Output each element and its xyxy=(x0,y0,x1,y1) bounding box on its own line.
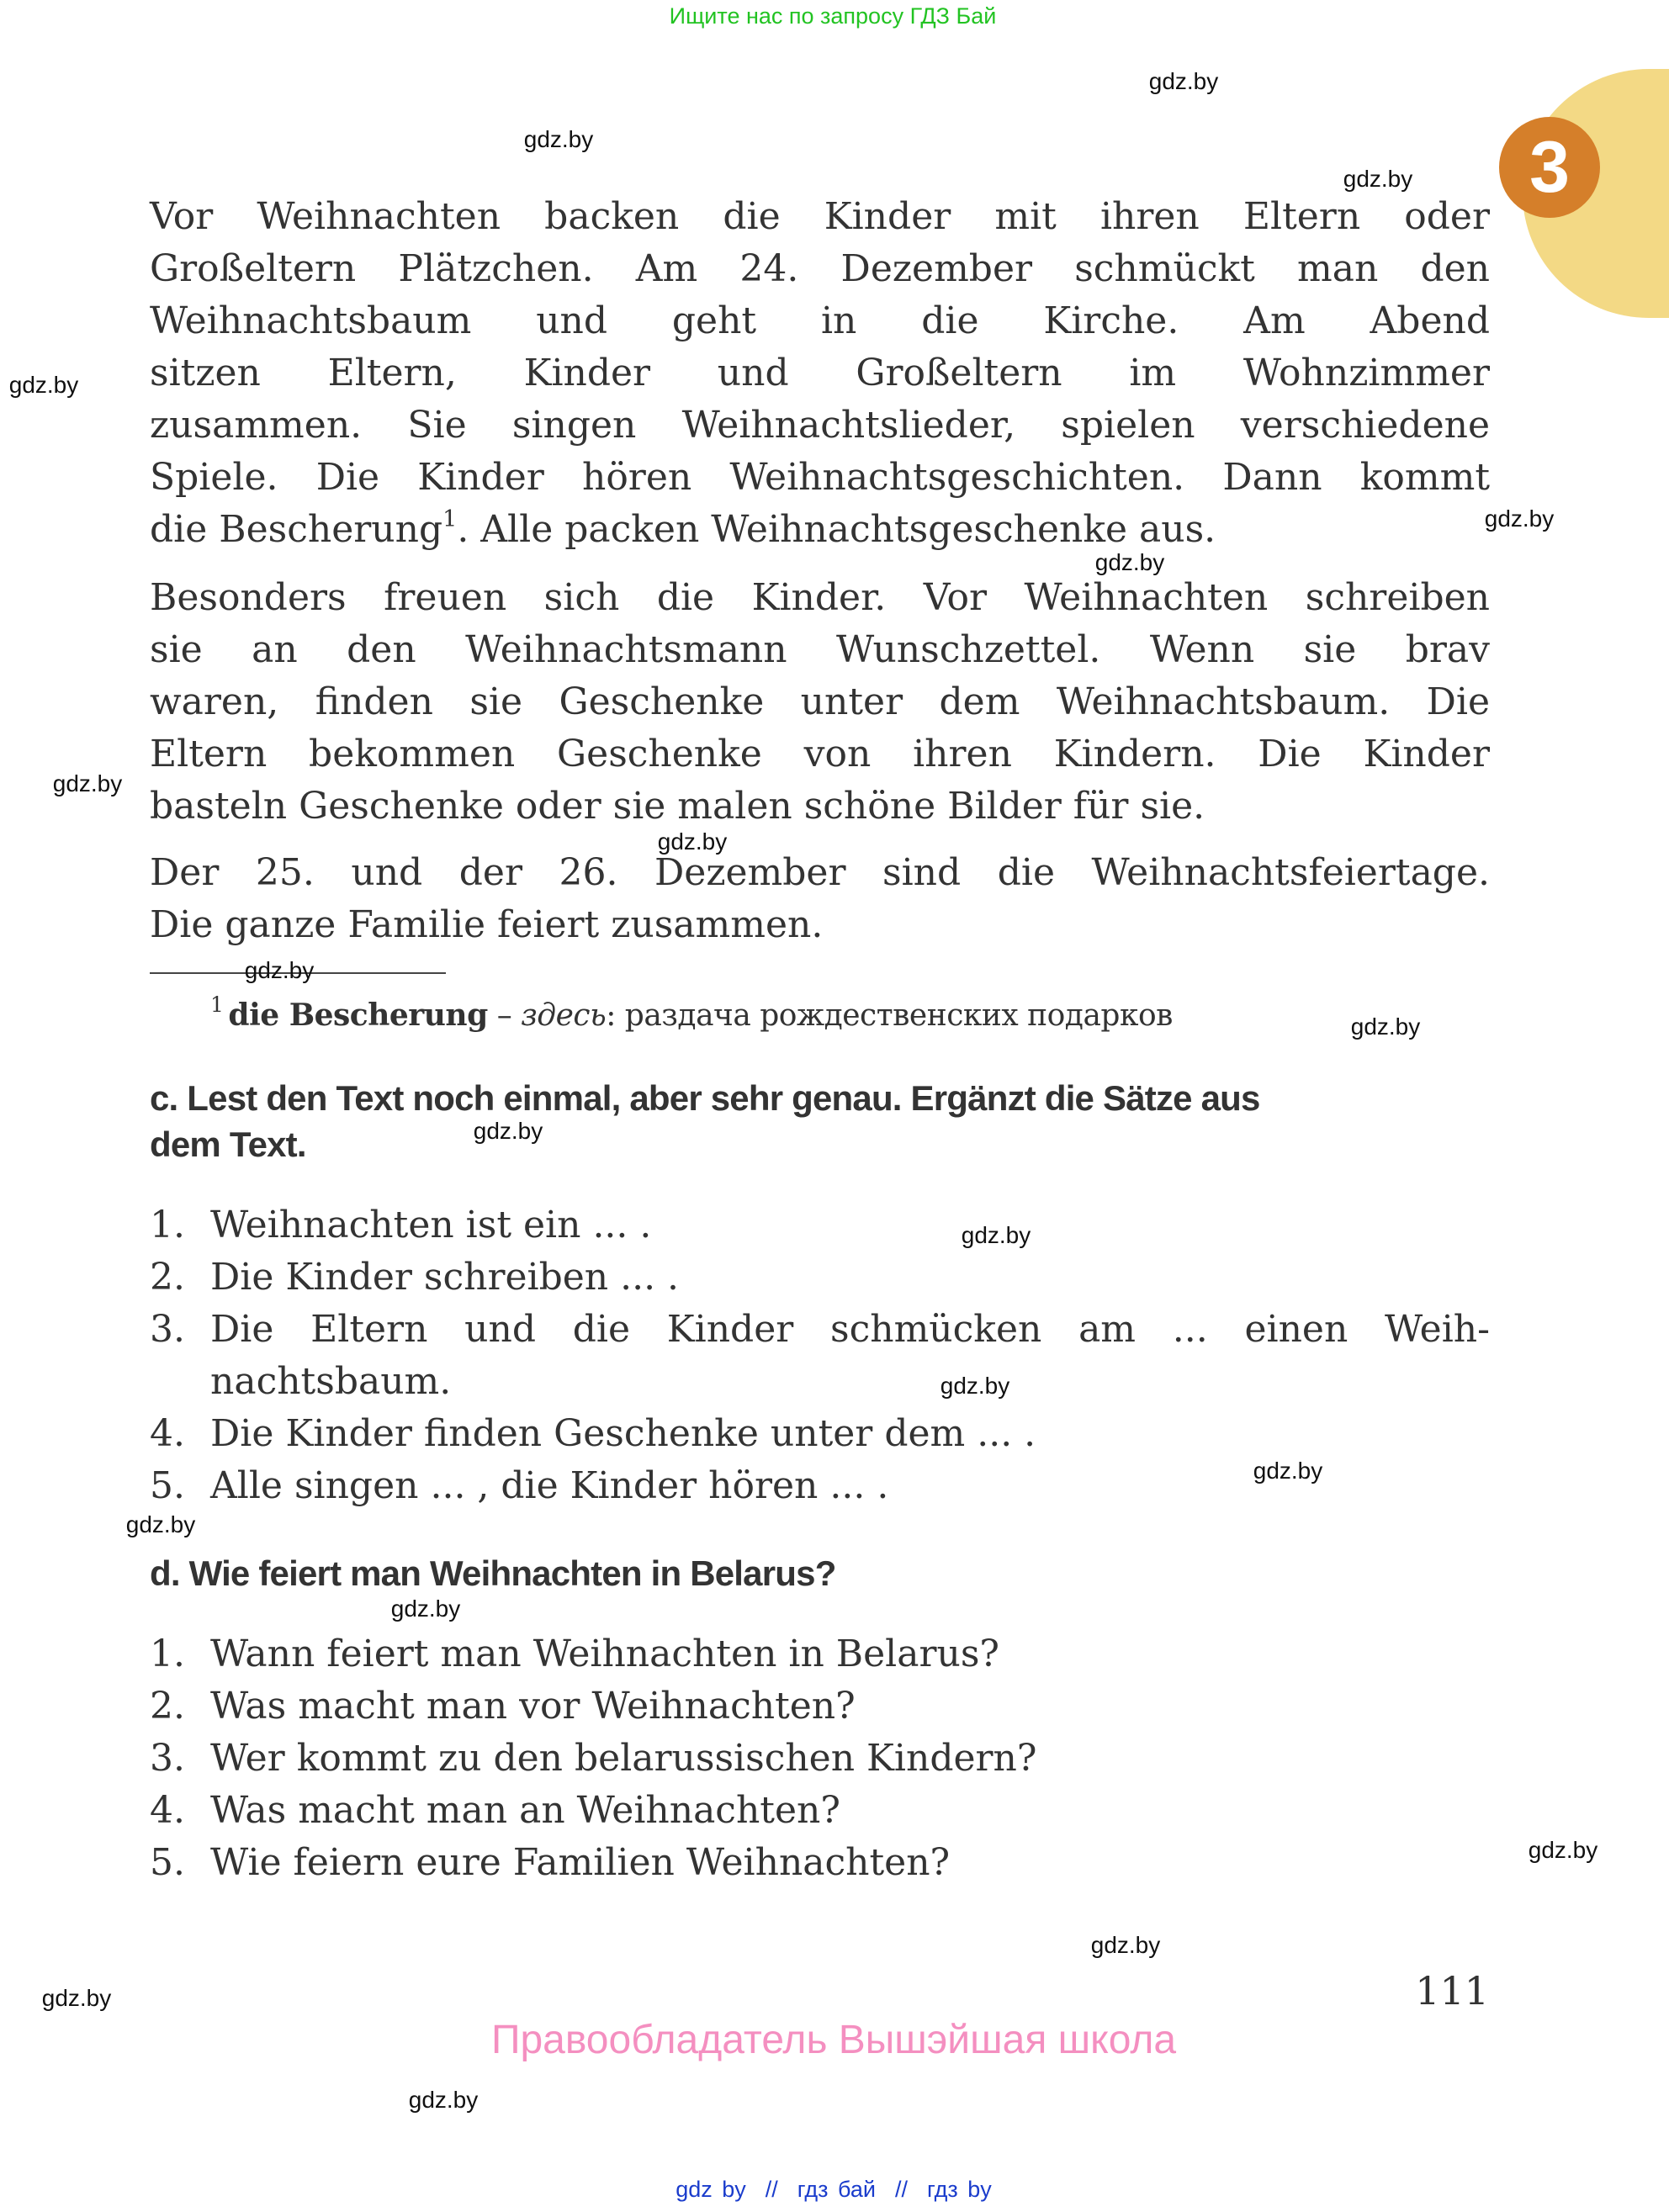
term: die Bescherung xyxy=(150,508,443,551)
item-number: 4. xyxy=(150,1789,185,1832)
item-text: Wie feiern eure Familien Weihnachten? xyxy=(210,1841,951,1884)
footnote xyxy=(210,992,1472,1033)
text-line: basteln Geschenke oder sie malen schöne Bilder für sie. xyxy=(150,785,1205,828)
item-text: Alle singen ... , die Kinder hören ... . xyxy=(210,1464,889,1507)
footnote-term: die Bescherung xyxy=(228,998,488,1033)
top-search-note: Ищите нас по запросу ГДЗ Бай xyxy=(669,3,997,29)
item-text: Wer kommt zu den belarussischen Kindern? xyxy=(210,1737,1037,1780)
item-number: 2. xyxy=(150,1685,185,1728)
item-number: 5. xyxy=(150,1841,185,1884)
list-item xyxy=(150,1837,1490,1889)
text-line: Die ganze Familie feiert zusammen. xyxy=(150,903,824,946)
watermark: gdz.by xyxy=(1253,1458,1323,1484)
watermark: gdz.by xyxy=(1484,505,1555,532)
footnote-label: здесь xyxy=(521,998,607,1033)
watermark: gdz.by xyxy=(125,1511,196,1537)
watermark: gdz.by xyxy=(523,126,594,152)
item-number: 1. xyxy=(150,1633,185,1675)
list-item xyxy=(150,1733,1490,1785)
text-line xyxy=(150,504,1490,556)
paragraph-1 xyxy=(150,191,1490,556)
footnote-number: 1 xyxy=(210,992,224,1017)
watermark: gdz.by xyxy=(940,1373,1010,1399)
item-line: nachtsbaum. xyxy=(210,1360,452,1403)
bottom-links[interactable]: gdz by // гдз бай // гдз by xyxy=(676,2177,992,2202)
task-d-heading: d. Wie feiert man Weihnachten in Belarus? xyxy=(150,1553,836,1593)
unit-badge: 3 xyxy=(1499,117,1600,218)
item-text: Was macht man an Weihnachten? xyxy=(210,1789,840,1832)
item-number: 2. xyxy=(150,1256,185,1299)
watermark: gdz.by xyxy=(961,1222,1031,1248)
item-number: 4. xyxy=(150,1412,185,1455)
watermark: gdz.by xyxy=(390,1595,461,1622)
watermark: gdz.by xyxy=(8,372,79,398)
watermark: gdz.by xyxy=(1528,1837,1598,1863)
text-fragment: . Alle packen Weihnachtsgeschenke aus. xyxy=(457,508,1216,551)
list-item xyxy=(150,1304,1490,1408)
heading-line: dem Text. xyxy=(150,1125,306,1164)
task-c-heading xyxy=(150,1075,1496,1167)
watermark: gdz.by xyxy=(657,828,728,855)
paragraph-3 xyxy=(150,847,1490,951)
item-text: Die Kinder finden Geschenke unter dem ... . xyxy=(210,1412,1036,1455)
list-item xyxy=(150,1408,1490,1460)
watermark: gdz.by xyxy=(1148,68,1219,94)
item-number: 1. xyxy=(150,1204,185,1246)
watermark: gdz.by xyxy=(473,1118,543,1144)
text-line: sie an den Weihnachtsmann Wunschzettel. Wenn sie brav xyxy=(150,628,1490,671)
watermark: gdz.by xyxy=(1350,1013,1421,1040)
text-line: Vor Weihnachten backen die Kinder mit ihren Eltern oder xyxy=(150,195,1490,238)
list-item xyxy=(150,1785,1490,1837)
watermark: gdz.by xyxy=(244,957,315,983)
item-text: Die Kinder schreiben ... . xyxy=(210,1256,680,1299)
footnote-definition: : раздача рождественских подарков xyxy=(606,998,1173,1033)
item-text: Wann feiert man Weihnachten in Belarus? xyxy=(210,1633,1000,1675)
text-line: sitzen Eltern, Kinder und Großeltern im Wohnzimmer xyxy=(150,352,1490,394)
watermark: gdz.by xyxy=(1094,549,1165,575)
text-line: Der 25. und der 26. Dezember sind die Weihnachtsfeiertage. xyxy=(150,851,1490,894)
item-text xyxy=(210,1304,1490,1408)
item-line: Die Eltern und die Kinder schmücken am ... einen Weih- xyxy=(210,1308,1490,1351)
text-line: Spiele. Die Kinder hören Weihnachtsgeschichten. Dann kommt xyxy=(150,456,1490,499)
item-text: Was macht man vor Weihnachten? xyxy=(210,1685,856,1728)
text-line: Besonders freuen sich die Kinder. Vor Weihnachten schreiben xyxy=(150,576,1490,619)
footnote-ref[interactable]: 1 xyxy=(442,506,458,532)
paragraph-2 xyxy=(150,572,1490,833)
list-item xyxy=(150,1680,1490,1733)
text-line: waren, finden sie Geschenke unter dem Weihnachtsbaum. Die xyxy=(150,680,1490,723)
heading-line: c. Lest den Text noch einmal, aber sehr genau. Ergänzt die Sätze aus xyxy=(150,1078,1260,1118)
task-d-list xyxy=(150,1628,1490,1889)
text-line: Großeltern Plätzchen. Am 24. Dezember schmückt man den xyxy=(150,247,1490,290)
copyright-notice: Правообладатель Вышэйшая школа xyxy=(490,2018,1177,2062)
list-item xyxy=(150,1199,1490,1252)
text-line: Weihnachtsbaum und geht in die Kirche. Am Abend xyxy=(150,299,1490,342)
item-number: 3. xyxy=(150,1737,185,1780)
watermark: gdz.by xyxy=(408,2087,479,2113)
list-item xyxy=(150,1252,1490,1304)
watermark: gdz.by xyxy=(1343,166,1413,192)
watermark: gdz.by xyxy=(52,770,123,796)
watermark: gdz.by xyxy=(1090,1932,1161,1958)
text-line: Eltern bekommen Geschenke von ihren Kindern. Die Kinder xyxy=(150,733,1490,775)
list-item xyxy=(150,1628,1490,1680)
item-number: 3. xyxy=(150,1308,185,1351)
item-text: Weihnachten ist ein ... . xyxy=(210,1204,652,1246)
footnote-dash: – xyxy=(487,998,522,1033)
text-line: zusammen. Sie singen Weihnachtslieder, spielen verschiedene xyxy=(150,404,1490,447)
item-number: 5. xyxy=(150,1464,185,1507)
watermark: gdz.by xyxy=(41,1985,112,2011)
page-number: 111 xyxy=(1415,1968,1489,2014)
